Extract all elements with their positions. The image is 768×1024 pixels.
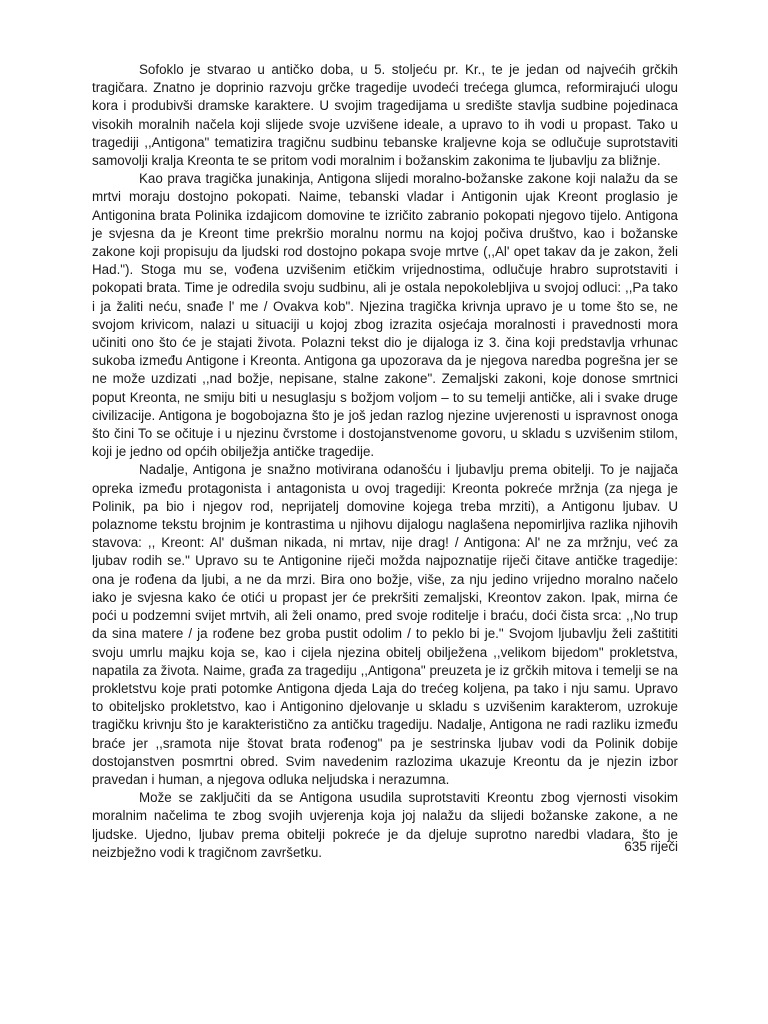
word-count: 635 riječi [624,839,678,854]
paragraph-intro: Sofoklo je stvarao u antičko doba, u 5. stoljeću pr. Kr., te je jedan od najvećih grčkih tragičara. Znatno je doprinio razvoju grčke tragedije uvodeći trećega glumca, reformirajući ulogu kora i produbivši dramske karaktere. U svojim tragedijama u središte stavlja sudbine pojedinaca visokih moralnih načela koji slijede svoje uzvišene ideale, a upravo to ih vodi u propast. Tako u tragediji ,,Antigona" tematizira tragičnu sudbinu tebanske kraljevne koja se odlučuje suprotstaviti samovolji kralja Kreonta te se pritom vodi moralnim i božanskim zakonima te ljubavlju za bližnje. [92,62,678,169]
paragraph-tragic-heroine: Kao prava tragička junakinja, Antigona slijedi moralno-božanske zakone koji nalažu da se mrtvi moraju dostojno pokopati. Naime, tebanski vladar i Antigonin ujak Kreont proglasio je Antigonina brata Polinika izdajicom domovine te izričito zabranio pokopati njegovo tijelo. Antigona je svjesna da je Kreont time prekršio moralnu normu na kojoj počiva društvo, kao i božanske zakone koji propisuju da ljudski rod dostojno pokapa svoje mrtve (,,Al' opet takav da je zakon, želi Had."). Stoga mu se, vođena uzvišenim etičkim vrijednostima, odlučuje hrabro suprotstaviti i pokopati brata. Time je odredila svoju sudbinu, ali je ostala nepokolebljiva u svojoj odluci: ,,Pa tako i ja žaliti neću, snađe l' me / Ovakva kob". Njezina tragička krivnja upravo je u tome što se, ne svojom krivicom, nalazi u situaciji u kojoj zbog izrazita osjećaja moralnosti i pravednosti mora učiniti ono što će je stajati života. Polazni tekst dio je dijaloga iz 3. čina koji predstavlja vrhunac sukoba između Antigone i Kreonta. Antigona ga upozorava da je njegova naredba pogrešna jer se ne može uzdizati ,,nad božje, nepisane, stalne zakone". Zemaljski zakoni, koje donose smrtnici poput Kreonta, ne smiju biti u nesuglasju s božjom voljom – to su temelji antičke, ali i svake druge civilizacije. Antigona je bogobojazna što je još jedan razlog njezine uvjerenosti u ispravnost onoga što čini To se očituje i u njezinu čvrstome i dostojanstvenome govoru, u skladu s uzvišenim stilom, koji je jedno od općih obilježja antičke tragedije. [92,171,678,460]
essay-body [92,61,678,862]
paragraph-conclusion: Može se zaključiti da se Antigona usudila suprotstaviti Kreontu zbog vjernosti visokim moralnim načelima te zbog svojih uvjerenja koja joj nalažu da slijedi božanske zakone, a ne ljudske. Ujedno, ljubav prema obitelji pokreće je da djeluje suprotno naredbi vladara, što je neizbježno vodi k tragičnom završetku. [92,790,678,860]
paragraph-family-love: Nadalje, Antigona je snažno motivirana odanošću i ljubavlju prema obitelji. To je najjača opreka između protagonista i antagonista u ovoj tragediji: Kreonta pokreće mržnja (za njega je Polinik, pa bio i njegov rod, neprijatelj domovine kojega treba mrziti), a Antigonu ljubav. U polaznome tekstu brojnim je kontrastima u njihovu dijalogu naglašena nepomirljiva razlika njihovih stavova: ,, Kreont: Al' dušman nikada, ni mrtav, nije drag! / Antigona: Al' ne za mržnju, već za ljubav rodih se." Upravo su te Antigonine riječi možda najpoznatije riječi čitave antičke tragedije: ona je rođena da ljubi, a ne da mrzi. Bira ono božje, više, za nju jedino vrijedno moralno načelo iako je svjesna kako će otići u propast jer će prekršiti zemaljski, Kreontov zakon. Ipak, mirna će poći u podzemni svijet mrtvih, ali želi onamo, pred svoje roditelje i braću, doći čista srca: ,,No trup da sina matere / ja rođene bez groba pustit odolim / to peklo bi je." Svojom ljubavlju želi zaštititi svoju umrlu majku koja se, kao i cijela njezina obitelj obilježena ,,velikom bijedom" prokletstva, napatila za života. Naime, građa za tragediju ,,Antigona" preuzeta je iz grčkih mitova i temelji se na prokletstvu koje prati potomke Antigona djeda Laja do trećeg koljena, pa tako i nju samu. Upravo to obiteljsko prokletstvo, kao i Antigonino djelovanje u skladu s uzvišenim karakterom, uzrokuje tragičku krivnju što je karakteristično za antičku tragediju. Nadalje, Antigona ne radi razliku između braće jer ,,sramota nije štovat brata rođenog" pa je sestrinska ljubav vodi da Polinik dobije dostojanstven posmrtni obred. Svim navedenim razlozima ukazuje Kreontu da je njezin izbor pravedan i human, a njegova odluka neljudska i nerazumna. [92,462,678,787]
